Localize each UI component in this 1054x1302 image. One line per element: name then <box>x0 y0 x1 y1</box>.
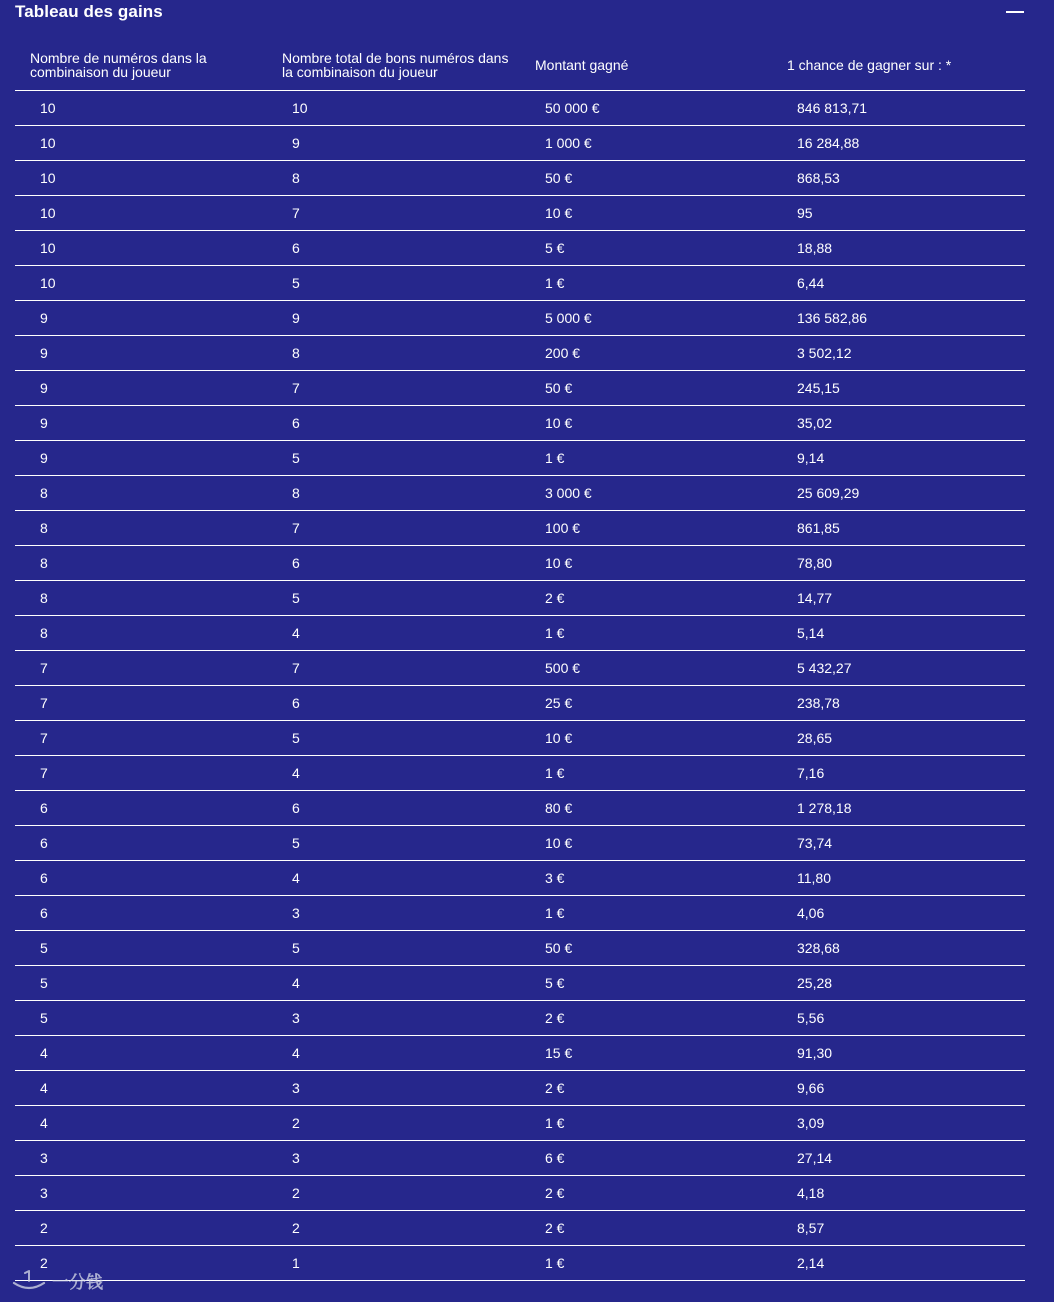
cell-odds: 14,77 <box>772 581 1025 616</box>
cell-good-numbers: 8 <box>267 476 520 511</box>
cell-good-numbers: 3 <box>267 1071 520 1106</box>
cell-amount-won: 1 € <box>520 266 772 301</box>
cell-odds: 91,30 <box>772 1036 1025 1071</box>
table-row <box>15 686 1025 721</box>
cell-good-numbers: 2 <box>267 1176 520 1211</box>
cell-good-numbers: 6 <box>267 231 520 266</box>
cell-numbers-count: 10 <box>15 126 267 161</box>
cell-odds: 95 <box>772 196 1025 231</box>
table-row <box>15 476 1025 511</box>
cell-amount-won: 25 € <box>520 686 772 721</box>
cell-amount-won: 2 € <box>520 1211 772 1246</box>
cell-numbers-count: 7 <box>15 686 267 721</box>
cell-numbers-count: 5 <box>15 966 267 1001</box>
cell-amount-won: 1 € <box>520 1106 772 1141</box>
table-row <box>15 931 1025 966</box>
cell-odds: 8,57 <box>772 1211 1025 1246</box>
cell-odds: 245,15 <box>772 371 1025 406</box>
cell-amount-won: 50 000 € <box>520 91 772 126</box>
cell-amount-won: 50 € <box>520 371 772 406</box>
cell-good-numbers: 6 <box>267 546 520 581</box>
cell-numbers-count: 5 <box>15 931 267 966</box>
cell-odds: 328,68 <box>772 931 1025 966</box>
table-row <box>15 1211 1025 1246</box>
cell-numbers-count: 3 <box>15 1141 267 1176</box>
cell-amount-won: 15 € <box>520 1036 772 1071</box>
table-row <box>15 126 1025 161</box>
table-row <box>15 581 1025 616</box>
cell-odds: 868,53 <box>772 161 1025 196</box>
cell-odds: 846 813,71 <box>772 91 1025 126</box>
header-good-numbers: Nombre total de bons numéros dans la combinaison du joueur <box>267 40 520 91</box>
cell-good-numbers: 10 <box>267 91 520 126</box>
cell-good-numbers: 4 <box>267 861 520 896</box>
table-row <box>15 1001 1025 1036</box>
cell-numbers-count: 6 <box>15 896 267 931</box>
cell-amount-won: 5 € <box>520 231 772 266</box>
cell-odds: 3,09 <box>772 1106 1025 1141</box>
cell-numbers-count: 5 <box>15 1001 267 1036</box>
table-row <box>15 1176 1025 1211</box>
cell-amount-won: 10 € <box>520 406 772 441</box>
cell-odds: 35,02 <box>772 406 1025 441</box>
cell-amount-won: 2 € <box>520 1071 772 1106</box>
watermark <box>12 1268 103 1292</box>
cell-good-numbers: 9 <box>267 126 520 161</box>
cell-amount-won: 1 000 € <box>520 126 772 161</box>
table-row <box>15 1071 1025 1106</box>
cell-numbers-count: 2 <box>15 1211 267 1246</box>
cell-good-numbers: 4 <box>267 616 520 651</box>
cell-odds: 25,28 <box>772 966 1025 1001</box>
cell-amount-won: 6 € <box>520 1141 772 1176</box>
cell-odds: 861,85 <box>772 511 1025 546</box>
minus-icon[interactable] <box>1005 5 1025 19</box>
table-row <box>15 1106 1025 1141</box>
header-odds: 1 chance de gagner sur : * <box>772 40 1025 91</box>
table-row <box>15 196 1025 231</box>
cell-good-numbers: 3 <box>267 1001 520 1036</box>
cell-amount-won: 1 € <box>520 616 772 651</box>
cell-amount-won: 10 € <box>520 721 772 756</box>
cell-good-numbers: 5 <box>267 441 520 476</box>
cell-amount-won: 10 € <box>520 546 772 581</box>
cell-numbers-count: 2 <box>15 1246 267 1281</box>
cell-odds: 5,14 <box>772 616 1025 651</box>
cell-numbers-count: 8 <box>15 511 267 546</box>
cell-odds: 73,74 <box>772 826 1025 861</box>
cell-numbers-count: 9 <box>15 406 267 441</box>
cell-amount-won: 3 000 € <box>520 476 772 511</box>
cell-odds: 2,14 <box>772 1246 1025 1281</box>
table-row <box>15 546 1025 581</box>
cell-numbers-count: 10 <box>15 161 267 196</box>
table-row <box>15 1036 1025 1071</box>
table-row <box>15 371 1025 406</box>
cell-odds: 18,88 <box>772 231 1025 266</box>
table-row <box>15 1141 1025 1176</box>
table-row <box>15 721 1025 756</box>
table-row <box>15 1246 1025 1281</box>
cell-odds: 4,06 <box>772 896 1025 931</box>
cell-good-numbers: 7 <box>267 371 520 406</box>
table-row <box>15 161 1025 196</box>
cell-good-numbers: 5 <box>267 266 520 301</box>
cell-amount-won: 5 € <box>520 966 772 1001</box>
cell-amount-won: 50 € <box>520 931 772 966</box>
cell-numbers-count: 6 <box>15 826 267 861</box>
cell-numbers-count: 7 <box>15 756 267 791</box>
cell-numbers-count: 10 <box>15 266 267 301</box>
cell-good-numbers: 8 <box>267 336 520 371</box>
table-row <box>15 511 1025 546</box>
cell-amount-won: 80 € <box>520 791 772 826</box>
table-row <box>15 336 1025 371</box>
gains-table <box>15 40 1025 1281</box>
cell-good-numbers: 7 <box>267 196 520 231</box>
cell-numbers-count: 3 <box>15 1176 267 1211</box>
cell-numbers-count: 6 <box>15 791 267 826</box>
table-row <box>15 861 1025 896</box>
cell-odds: 5 432,27 <box>772 651 1025 686</box>
cell-amount-won: 500 € <box>520 651 772 686</box>
cell-amount-won: 1 € <box>520 756 772 791</box>
cell-odds: 9,66 <box>772 1071 1025 1106</box>
cell-good-numbers: 7 <box>267 651 520 686</box>
cell-amount-won: 50 € <box>520 161 772 196</box>
cell-numbers-count: 7 <box>15 721 267 756</box>
cell-amount-won: 2 € <box>520 1001 772 1036</box>
cell-odds: 28,65 <box>772 721 1025 756</box>
cell-odds: 25 609,29 <box>772 476 1025 511</box>
cell-amount-won: 1 € <box>520 441 772 476</box>
table-row <box>15 406 1025 441</box>
panel-title: Tableau des gains <box>15 2 163 21</box>
cell-odds: 136 582,86 <box>772 301 1025 336</box>
cell-numbers-count: 4 <box>15 1036 267 1071</box>
cell-numbers-count: 6 <box>15 861 267 896</box>
cell-numbers-count: 9 <box>15 336 267 371</box>
cell-good-numbers: 4 <box>267 1036 520 1071</box>
table-row <box>15 966 1025 1001</box>
cell-odds: 11,80 <box>772 861 1025 896</box>
cell-good-numbers: 5 <box>267 721 520 756</box>
header-numbers-count: Nombre de numéros dans la combinaison du joueur <box>15 40 267 91</box>
table-row <box>15 826 1025 861</box>
cell-odds: 4,18 <box>772 1176 1025 1211</box>
cell-numbers-count: 9 <box>15 441 267 476</box>
cell-good-numbers: 9 <box>267 301 520 336</box>
watermark-logo-icon <box>12 1269 46 1291</box>
cell-numbers-count: 9 <box>15 301 267 336</box>
cell-good-numbers: 5 <box>267 826 520 861</box>
cell-numbers-count: 8 <box>15 616 267 651</box>
table-row <box>15 896 1025 931</box>
table-row <box>15 91 1025 126</box>
table-row <box>15 791 1025 826</box>
cell-odds: 3 502,12 <box>772 336 1025 371</box>
cell-good-numbers: 6 <box>267 406 520 441</box>
table-row <box>15 756 1025 791</box>
cell-odds: 7,16 <box>772 756 1025 791</box>
cell-numbers-count: 10 <box>15 196 267 231</box>
cell-odds: 9,14 <box>772 441 1025 476</box>
cell-odds: 78,80 <box>772 546 1025 581</box>
cell-good-numbers: 4 <box>267 966 520 1001</box>
panel-header[interactable] <box>15 0 1025 26</box>
cell-numbers-count: 9 <box>15 371 267 406</box>
cell-numbers-count: 8 <box>15 476 267 511</box>
cell-numbers-count: 4 <box>15 1106 267 1141</box>
cell-good-numbers: 2 <box>267 1106 520 1141</box>
cell-good-numbers: 5 <box>267 931 520 966</box>
cell-odds: 238,78 <box>772 686 1025 721</box>
cell-amount-won: 10 € <box>520 826 772 861</box>
cell-numbers-count: 8 <box>15 546 267 581</box>
cell-good-numbers: 1 <box>267 1246 520 1281</box>
cell-odds: 6,44 <box>772 266 1025 301</box>
watermark-text: 一分钱 <box>52 1272 103 1293</box>
cell-odds: 1 278,18 <box>772 791 1025 826</box>
cell-amount-won: 5 000 € <box>520 301 772 336</box>
cell-good-numbers: 3 <box>267 1141 520 1176</box>
table-row <box>15 231 1025 266</box>
cell-odds: 16 284,88 <box>772 126 1025 161</box>
cell-numbers-count: 7 <box>15 651 267 686</box>
cell-good-numbers: 2 <box>267 1211 520 1246</box>
cell-amount-won: 1 € <box>520 1246 772 1281</box>
cell-amount-won: 100 € <box>520 511 772 546</box>
cell-good-numbers: 5 <box>267 581 520 616</box>
cell-good-numbers: 3 <box>267 896 520 931</box>
cell-amount-won: 2 € <box>520 581 772 616</box>
header-amount-won: Montant gagné <box>520 40 772 91</box>
cell-numbers-count: 8 <box>15 581 267 616</box>
table-row <box>15 616 1025 651</box>
table-body <box>15 91 1025 1281</box>
cell-numbers-count: 10 <box>15 91 267 126</box>
cell-numbers-count: 10 <box>15 231 267 266</box>
table-header-row <box>15 40 1025 91</box>
table-row <box>15 301 1025 336</box>
cell-odds: 5,56 <box>772 1001 1025 1036</box>
cell-good-numbers: 8 <box>267 161 520 196</box>
cell-good-numbers: 6 <box>267 686 520 721</box>
cell-good-numbers: 4 <box>267 756 520 791</box>
cell-good-numbers: 6 <box>267 791 520 826</box>
cell-numbers-count: 4 <box>15 1071 267 1106</box>
table-row <box>15 651 1025 686</box>
table-row <box>15 266 1025 301</box>
table-row <box>15 441 1025 476</box>
cell-amount-won: 1 € <box>520 896 772 931</box>
cell-amount-won: 2 € <box>520 1176 772 1211</box>
cell-amount-won: 3 € <box>520 861 772 896</box>
cell-odds: 27,14 <box>772 1141 1025 1176</box>
cell-amount-won: 200 € <box>520 336 772 371</box>
cell-good-numbers: 7 <box>267 511 520 546</box>
cell-amount-won: 10 € <box>520 196 772 231</box>
